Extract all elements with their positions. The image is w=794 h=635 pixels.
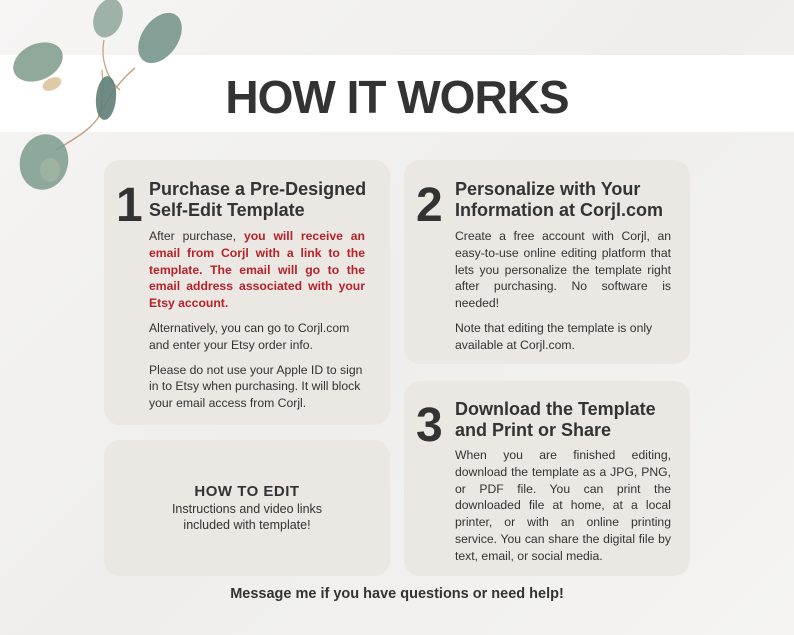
step-1-title-line2: Self-Edit Template [149,200,305,220]
step-2-card [404,160,690,364]
step-1-paragraph-3: Please do not use your Apple ID to sign in to Etsy when purchasing. It will block your email access from Corjl. [149,362,363,411]
step-1-highlight-text: you will receive an email from Corjl with a link to the template. The email will go to the email address associated with your Etsy account. [149,229,365,311]
step-2-paragraph-1: Create a free account with Corjl, an easy-to-use online editing platform that lets you personalize the template right after purchasing. No software is needed! [455,229,671,311]
step-3-title [455,399,687,441]
step-1-card [104,160,390,425]
step-1-title [149,179,384,221]
step-2-body [455,228,671,362]
step-2-title-line2: Information at Corjl.com [455,200,664,220]
step-1-body [149,228,365,420]
how-to-edit-line1: Instructions and video links [171,502,323,516]
how-to-edit-section [104,483,390,533]
step-3-paragraph-1: When you are finished editing, download the template as a JPG, PNG, or PDF file. You can print the downloaded file at home, at a local printer, or with an online printing service. You can share the digital file by text, email, or social media. [455,448,671,563]
how-to-edit-line2: included with template! [183,518,311,532]
step-3-body [455,447,671,573]
step-1-paragraph-1 [149,228,365,312]
step-1-paragraph-2: Alternatively, you can go to Corjl.com and enter your Etsy order info. [149,320,350,352]
how-to-edit-text [104,501,390,533]
step-1-number: 1 [116,179,143,232]
how-to-edit-title: HOW TO EDIT [194,483,300,500]
step-3-number: 3 [416,399,443,452]
step-2-title-line1: Personalize with Your [455,179,641,199]
step-3-card [404,381,690,576]
step-1-title-line1: Purchase a Pre-Designed [149,179,367,199]
step-2-title [455,179,687,221]
footer-message: Message me if you have questions or need help! [230,586,564,602]
step-3-title-line1: Download the Template [455,399,656,419]
step-2-number: 2 [416,179,443,232]
step-3-title-line2: and Print or Share [455,420,612,440]
step-1-intro-text: After purchase, [149,229,244,243]
step-2-paragraph-2: Note that editing the template is only available at Corjl.com. [455,320,653,352]
page-title: HOW IT WORKS [225,71,569,123]
